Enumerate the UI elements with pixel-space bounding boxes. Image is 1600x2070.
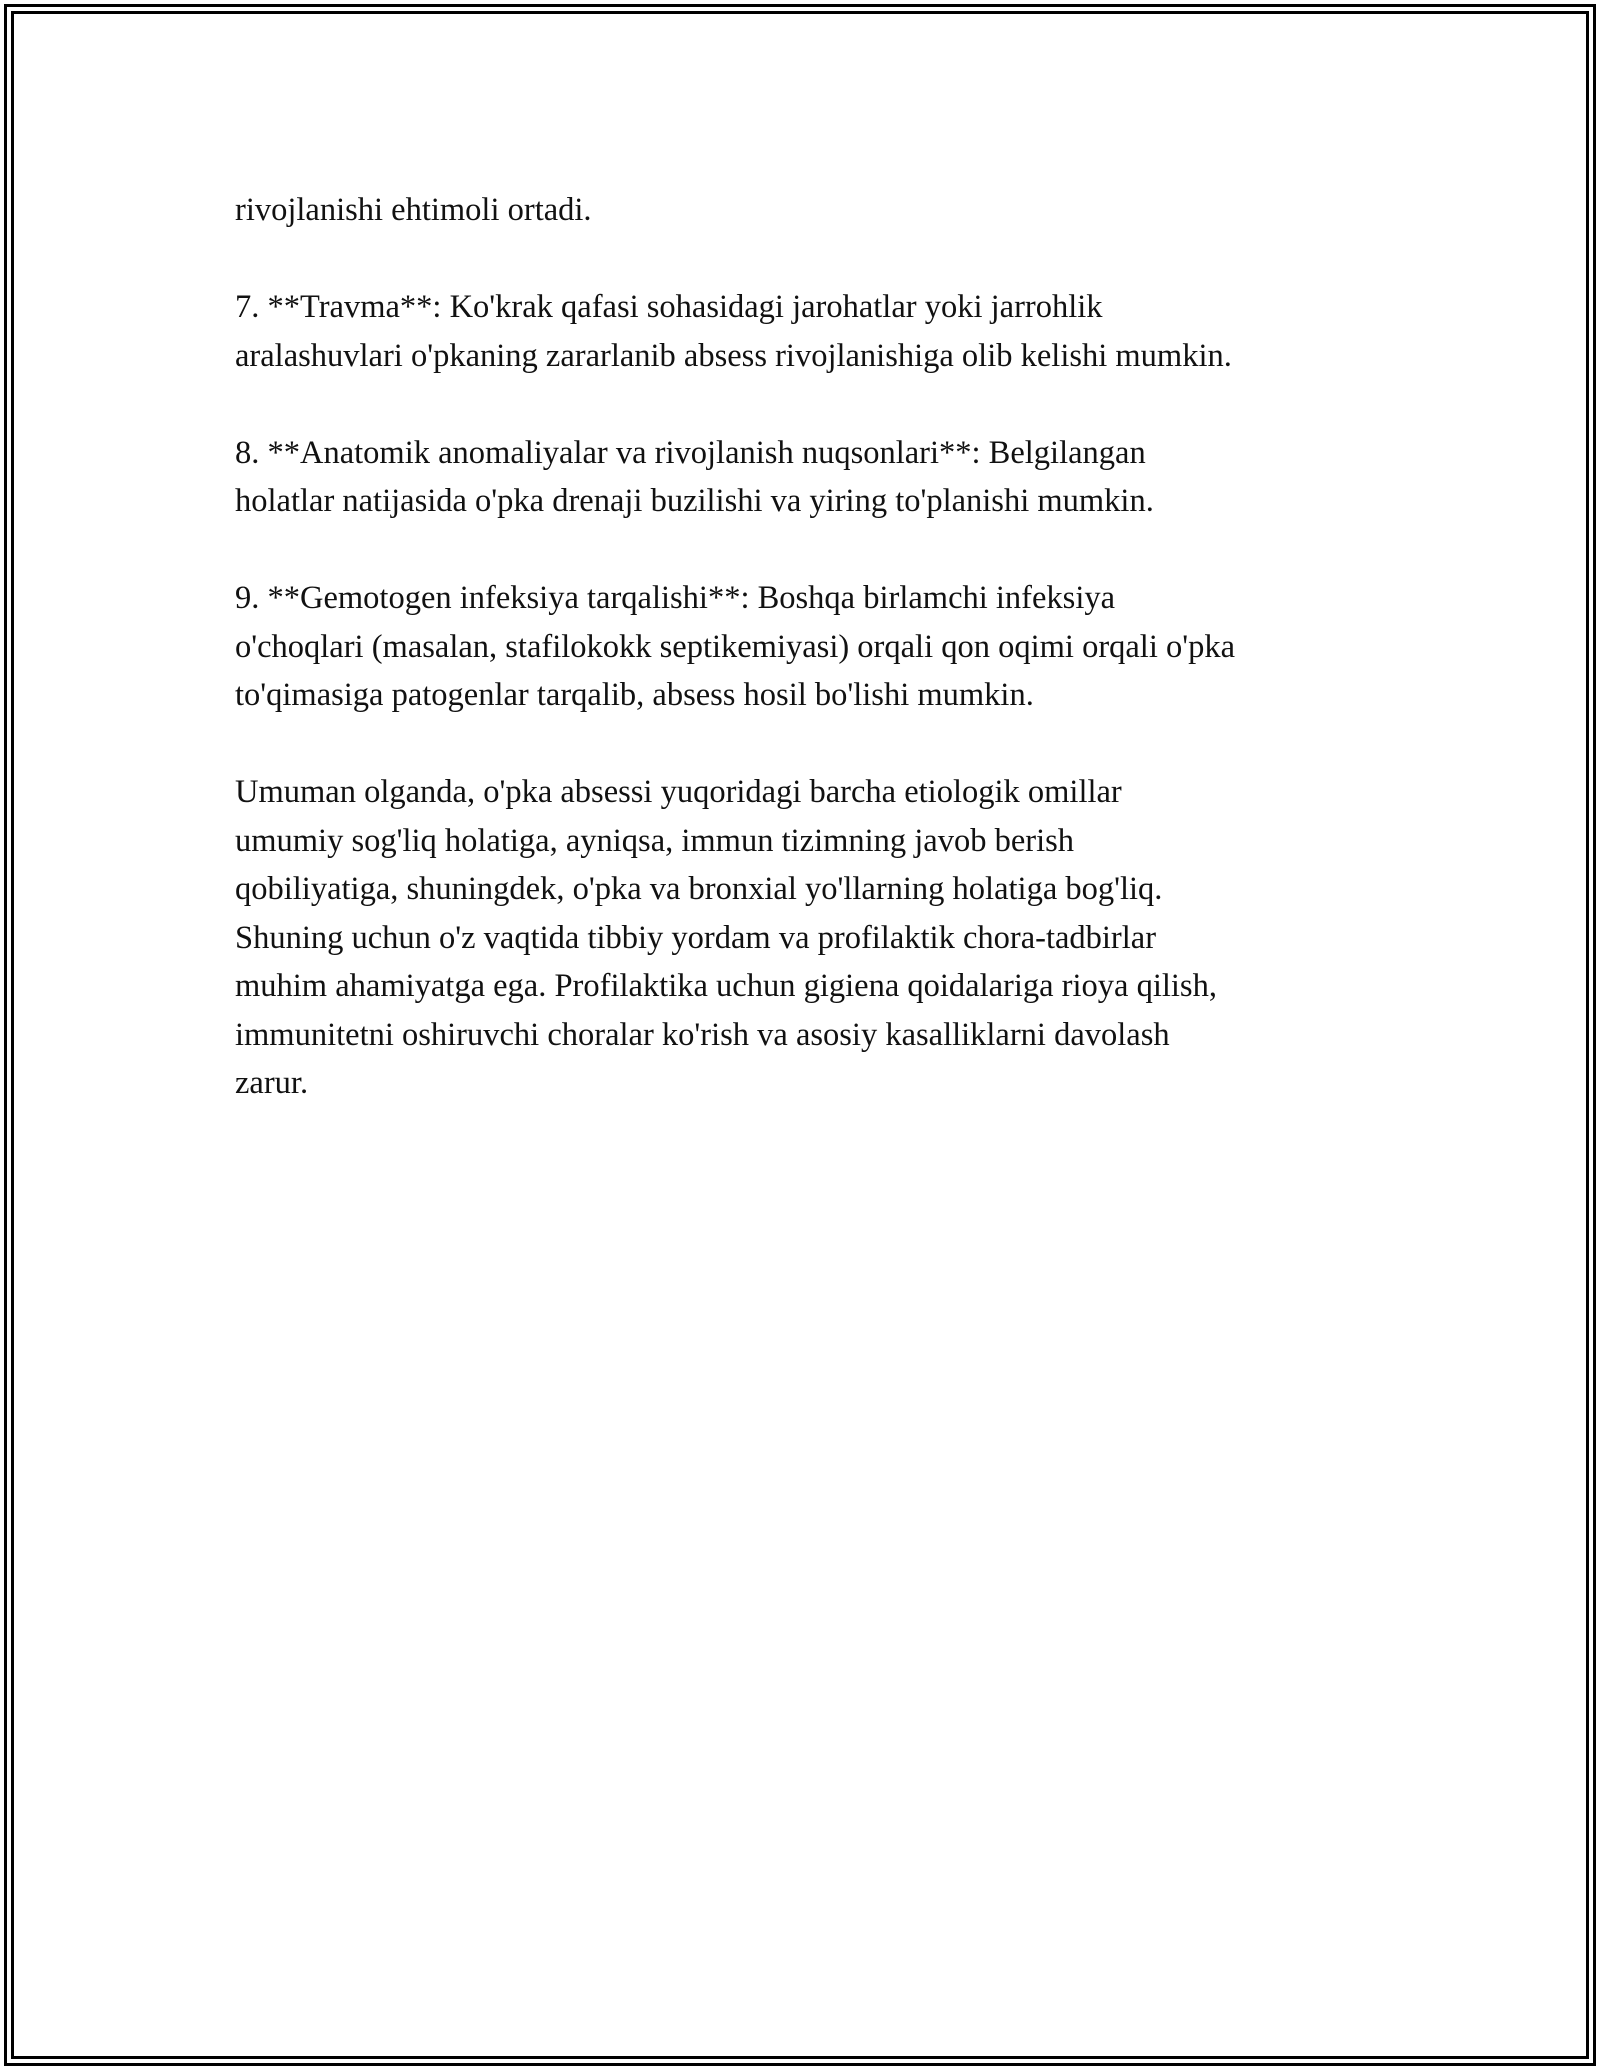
paragraph-item-9-gemotogen: 9. **Gemotogen infeksiya tarqalishi**: Boshqa birlamchi infeksiya o'choqlari (masalan, stafilokokk septikemiyasi) orqali qon oqimi orqali o'pka to'qimasiga patogenlar tarqalib, absess hosil bo'lishi mumkin. bbox=[235, 580, 1236, 713]
document-body bbox=[235, 186, 1395, 1156]
paragraph-item-7-travma: 7. **Travma**: Ko'krak qafasi sohasidagi jarohatlar yoki jarrohlik aralashuvlari o'pkaning zararlanib absess rivojlanishiga olib kelishi mumkin. bbox=[235, 289, 1232, 374]
paragraph-continuation: rivojlanishi ehtimoli ortadi. bbox=[235, 192, 592, 228]
paragraph-conclusion: Umuman olganda, o'pka absessi yuqoridagi barcha etiologik omillar umumiy sog'liq holatiga, ayniqsa, immun tizimning javob berish qobiliyatiga, shuningdek, o'pka va bronxial yo'llarning holatiga bog'liq. Shuning uchun o'z vaqtida tibbiy yordam va profilaktik chora-tadbirlar muhim ahamiyatga ega. Profilaktika uchun gigiena qoidalariga rioya qilish, immunitetni oshiruvchi choralar ko'rish va asosiy kasalliklarni davolash zarur. bbox=[235, 774, 1217, 1101]
paragraph-item-8-anatomik: 8. **Anatomik anomaliyalar va rivojlanish nuqsonlari**: Belgilangan holatlar natijasida o'pka drenaji buzilishi va yiring to'planishi mumkin. bbox=[235, 434, 1154, 519]
